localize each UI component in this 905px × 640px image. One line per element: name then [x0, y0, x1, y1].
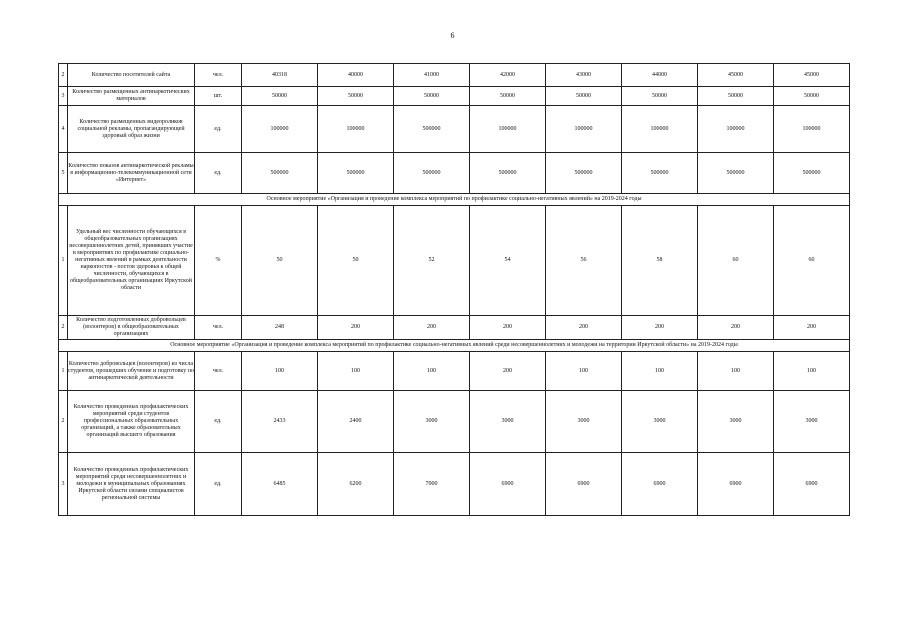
value-cell: 500000: [470, 153, 546, 194]
value-cell: 6485: [242, 453, 318, 516]
value-cell: 45000: [698, 64, 774, 87]
value-cell: 50000: [318, 87, 394, 106]
unit-cell: ед.: [195, 453, 242, 516]
indicator-name: Количество посетителей сайта: [68, 64, 195, 87]
indicator-name: Количество добровольцев (волонтеров) из числа студентов, прошедших обучение и подготовку по антинаркотической деятельности: [68, 352, 195, 391]
unit-cell: чел.: [195, 352, 242, 391]
value-cell: 58: [622, 206, 698, 316]
row-number: 1: [59, 352, 68, 391]
row-number: 3: [59, 87, 68, 106]
value-cell: 50000: [394, 87, 470, 106]
value-cell: 100000: [546, 106, 622, 153]
value-cell: 500000: [774, 153, 850, 194]
table-row: [59, 87, 850, 106]
value-cell: 100: [546, 352, 622, 391]
unit-cell: ед.: [195, 153, 242, 194]
value-cell: 3000: [394, 391, 470, 453]
table-row: [59, 391, 850, 453]
row-number: 2: [59, 391, 68, 453]
value-cell: 6900: [546, 453, 622, 516]
value-cell: 500000: [242, 153, 318, 194]
value-cell: 54: [470, 206, 546, 316]
value-cell: 3000: [774, 391, 850, 453]
table-row: [59, 106, 850, 153]
value-cell: 6900: [698, 453, 774, 516]
unit-cell: чел.: [195, 64, 242, 87]
value-cell: 100000: [242, 106, 318, 153]
value-cell: 44000: [622, 64, 698, 87]
value-cell: 2400: [318, 391, 394, 453]
section-header-row: [59, 340, 850, 352]
table-row: [59, 153, 850, 194]
section-title: Основное мероприятие «Организация и проведение комплекса мероприятий по профилактике социально-негативных явлений» на 2019-2024 годы: [59, 194, 850, 206]
value-cell: 50000: [546, 87, 622, 106]
value-cell: 43000: [546, 64, 622, 87]
value-cell: 50000: [470, 87, 546, 106]
value-cell: 6900: [774, 453, 850, 516]
row-number: 1: [59, 206, 68, 316]
section-header-row: [59, 194, 850, 206]
value-cell: 100: [394, 352, 470, 391]
indicator-name: Количество подготовленных добровольцев (волонтеров) в общеобразовательных организациях: [68, 316, 195, 340]
value-cell: 100000: [470, 106, 546, 153]
indicators-table: [58, 63, 850, 516]
indicator-name: Количество размещенных видеороликов социальной рекламы, пропагандирующей здоровый образ жизни: [68, 106, 195, 153]
row-number: 4: [59, 106, 68, 153]
value-cell: 60: [698, 206, 774, 316]
value-cell: 3000: [546, 391, 622, 453]
value-cell: 500000: [546, 153, 622, 194]
value-cell: 6900: [470, 453, 546, 516]
row-number: 2: [59, 316, 68, 340]
indicator-name: Количество проведенных профилактических мероприятий среди студентов профессиональных образовательных организаций, а также образовательных организаций высшего образования: [68, 391, 195, 453]
value-cell: 248: [242, 316, 318, 340]
value-cell: 200: [622, 316, 698, 340]
value-cell: 40318: [242, 64, 318, 87]
value-cell: 50000: [242, 87, 318, 106]
value-cell: 200: [470, 316, 546, 340]
value-cell: 50: [242, 206, 318, 316]
unit-cell: ед.: [195, 106, 242, 153]
value-cell: 200: [394, 316, 470, 340]
value-cell: 100: [698, 352, 774, 391]
value-cell: 200: [698, 316, 774, 340]
value-cell: 50000: [774, 87, 850, 106]
value-cell: 45000: [774, 64, 850, 87]
value-cell: 2433: [242, 391, 318, 453]
value-cell: 100000: [622, 106, 698, 153]
indicator-name: Количество показов антинаркотической рекламы в информационно-телекоммуникационной сети «Интернет»: [68, 153, 195, 194]
value-cell: 3000: [622, 391, 698, 453]
section-title: Основное мероприятие «Организация и проведение комплекса мероприятий по профилактике социально-негативных явлений среди несовершеннолетних и молодежи на территории Иркутской области» на 2019-2024 годы: [59, 340, 850, 352]
value-cell: 200: [470, 352, 546, 391]
value-cell: 100: [242, 352, 318, 391]
value-cell: 500000: [394, 106, 470, 153]
value-cell: 500000: [698, 153, 774, 194]
value-cell: 200: [318, 316, 394, 340]
value-cell: 100: [318, 352, 394, 391]
value-cell: 50000: [622, 87, 698, 106]
value-cell: 200: [546, 316, 622, 340]
value-cell: 100: [774, 352, 850, 391]
value-cell: 100: [622, 352, 698, 391]
value-cell: 56: [546, 206, 622, 316]
unit-cell: ед.: [195, 391, 242, 453]
indicator-name: Количество проведенных профилактических мероприятий среди несовершеннолетних и молодежи в муниципальных образованиях Иркутской области силами специалистов региональной системы: [68, 453, 195, 516]
indicator-name: Удельный вес численности обучающихся в общеобразовательных организациях несовершеннолетних детей, принявших участие в мероприятиях по профилактике социально-негативных явлений в рамках деятельности наркопостов - постов здоровья к общей численности, обучающихся в общеобразовательных организациях Иркутской области: [68, 206, 195, 316]
value-cell: 42000: [470, 64, 546, 87]
value-cell: 50: [318, 206, 394, 316]
unit-cell: чел.: [195, 316, 242, 340]
table-row: [59, 453, 850, 516]
row-number: 2: [59, 64, 68, 87]
row-number: 5: [59, 153, 68, 194]
page-number: 6: [450, 31, 455, 40]
value-cell: 500000: [394, 153, 470, 194]
value-cell: 100000: [774, 106, 850, 153]
table-row: [59, 316, 850, 340]
value-cell: 6200: [318, 453, 394, 516]
unit-cell: %: [195, 206, 242, 316]
table-row: [59, 64, 850, 87]
value-cell: 60: [774, 206, 850, 316]
row-number: 3: [59, 453, 68, 516]
table-row: [59, 206, 850, 316]
value-cell: 7000: [394, 453, 470, 516]
value-cell: 6900: [622, 453, 698, 516]
value-cell: 3000: [698, 391, 774, 453]
value-cell: 3000: [470, 391, 546, 453]
unit-cell: шт.: [195, 87, 242, 106]
value-cell: 41000: [394, 64, 470, 87]
value-cell: 50000: [698, 87, 774, 106]
value-cell: 52: [394, 206, 470, 316]
value-cell: 200: [774, 316, 850, 340]
value-cell: 500000: [318, 153, 394, 194]
table-row: [59, 352, 850, 391]
indicator-name: Количество размещенных антинаркотических материалов: [68, 87, 195, 106]
value-cell: 40000: [318, 64, 394, 87]
value-cell: 100000: [318, 106, 394, 153]
value-cell: 500000: [622, 153, 698, 194]
value-cell: 100000: [698, 106, 774, 153]
